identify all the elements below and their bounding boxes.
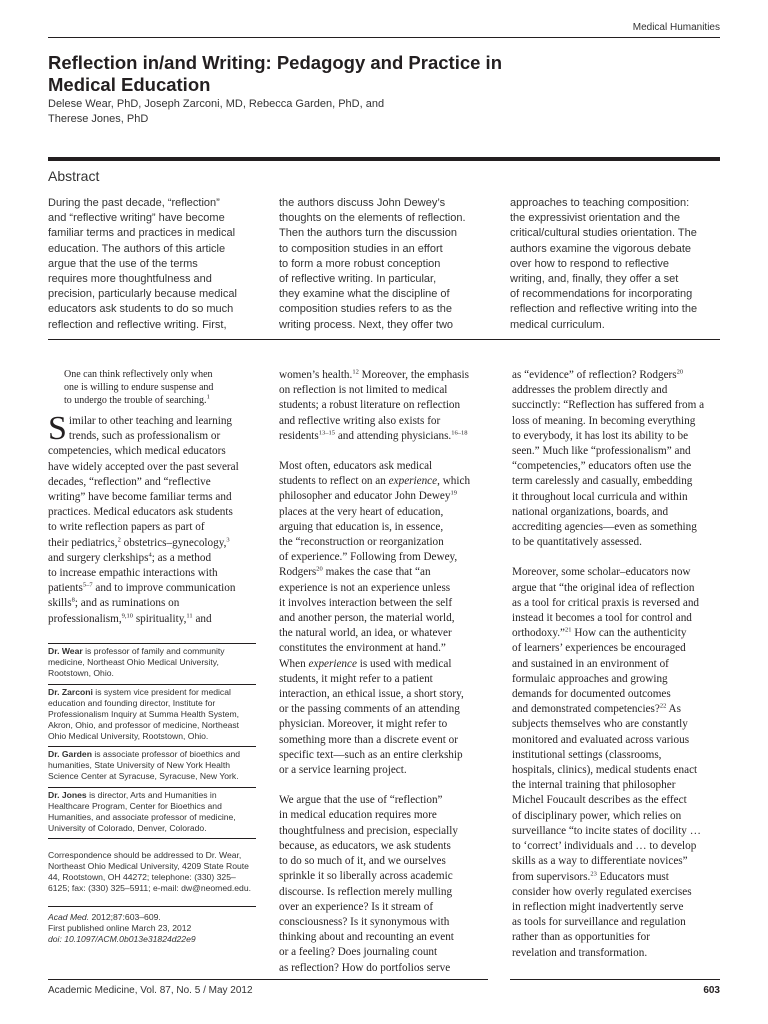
body-text: places at the very heart of education, arguing that education is, in essence, the “reconstruction or reorganization of experience.” Following from Dewey, Rodgers xyxy=(279,505,458,579)
dropcap: S xyxy=(48,410,67,447)
citation-ref[interactable]: 12 xyxy=(352,368,359,376)
citation-ref[interactable]: 20 xyxy=(676,368,684,376)
bio-text: is director, Arts and Humanities in Healthcare Program, Center for Bioethics and Humanities, and associate professor of medicine, University of Colorado, Denver, Colorado. xyxy=(48,790,236,833)
footer-rule xyxy=(48,979,488,980)
body-text: imilar to other teaching and learning trends, such as professionalism or competencies, which medical educators have widely accepted over the past several decades, “reflection” and “reflective writing” have become familiar terms and practices. Medical educators ask students to write reflection papers as part of their pediatrics, xyxy=(48,415,239,549)
citation-ref[interactable]: 5–7 xyxy=(82,581,93,589)
citation-ref[interactable]: 20 xyxy=(316,565,323,573)
abstract-top-rule xyxy=(48,157,720,161)
bio-text: is associate professor of bioethics and humanities, State University of New York Health Science Center at Syracuse, Syracuse, New York. xyxy=(48,749,241,781)
citation-block xyxy=(48,912,256,945)
bio-name: Dr. Zarconi xyxy=(48,687,93,697)
authors-line-1: Delese Wear, PhD, Joseph Zarconi, MD, Rebecca Garden, PhD, and xyxy=(48,98,385,110)
body-column-1 xyxy=(48,410,268,627)
body-text: addresses the problem directly and succinctly: “Reflection has suffered from a loss of meaning. In becoming everything to everybody, it has lost its ability to be seen.” Much like “professionalism” and “competencies,” educators often use the term carelessly and casually, embedding it throughout local curricula and within national organizations, boards, and accrediting agencies—even as something to be quantitatively assessed. xyxy=(512,384,705,549)
body-text: and attending physicians. xyxy=(335,429,452,442)
bio-name: Dr. Garden xyxy=(48,749,92,759)
author-list xyxy=(48,97,448,127)
citation-journal: Acad Med. xyxy=(48,912,90,922)
paragraph xyxy=(279,368,494,444)
correspondence: Correspondence should be addressed to Dr. Wear, Northeast Ohio Medical University, 4209 State Route 44, Rootstown, OH 44272; telephone: (330) 325–6125; fax: (330) 325–5911; e-mail: dw@neomed.edu. xyxy=(48,850,252,893)
bio-name: Dr. Jones xyxy=(48,790,87,800)
footer-journal: Academic Medicine, Vol. 87, No. 5 / May 2012 xyxy=(48,985,253,996)
body-text: ; as a method to increase empathic interactions with patients xyxy=(48,551,218,595)
body-text: Most often, educators ask medical students to reflect on an xyxy=(279,460,433,488)
bio-zarconi xyxy=(48,687,256,742)
citation-ref[interactable]: 9,10 xyxy=(121,611,134,619)
paragraph: We argue that the use of “reflection” in medical education requires more thoughtfulness and precision, especially because, as educators, we ask students to do so much of it, and we ourselves sprinkle it so liberally across academic discourse. Is reflection merely mulling over an experience? Is it stream of consciousness? Is it synonymous with thinking about and recounting an event or a feeling? Does journaling count as reflection? How do portfolios serve xyxy=(279,794,458,974)
citation-ref[interactable]: 8 xyxy=(71,596,75,604)
paragraph xyxy=(512,565,724,960)
body-text: How can the authenticity of learners’ experiences be encouraged and sustained in an environment of formulaic approaches and growing demands for documented outcomes and demonstrated competencies? xyxy=(512,627,687,716)
epigraph xyxy=(64,368,244,408)
body-text: is used with medical students, it might refer to a patient interaction, an ethical issue, a short story, or the passing comments of an attending physician. Moreover, it might refer to something more than a discrete event or specific text—such as an entire clerkship or a service learning project. xyxy=(279,657,464,777)
body-text: , which philosopher and educator John Dewey xyxy=(279,475,471,503)
emphasis: experience xyxy=(308,657,357,670)
citation-ref[interactable]: 22 xyxy=(659,702,667,710)
body-text: Educators must consider how overly regulated exercises in reflection might inadvertently serve as tools for surveillance and regulation rather than as opportunities for revelation and transformation. xyxy=(512,870,692,959)
citation-line xyxy=(48,912,256,923)
paragraph xyxy=(512,368,724,550)
abstract-column-2: the authors discuss John Dewey’s thoughts on the elements of reflection. Then the authors turn the discussion to composition studies in an effort to form a more robust conception of reflective writing. In particular, they examine what the discipline of composition studies refers to as the writing process. Next, they offer two xyxy=(279,197,466,331)
first-published: First published online March 23, 2012 xyxy=(48,923,192,933)
doi-link[interactable]: doi: 10.1097/ACM.0b013e31824d22e9 xyxy=(48,934,196,944)
paragraph xyxy=(279,459,494,778)
emphasis: experience xyxy=(388,475,438,488)
bio-garden xyxy=(48,749,256,782)
bio-rule xyxy=(48,643,256,644)
body-text: and surgery clerkships xyxy=(48,551,149,564)
article-title: Reflection in/and Writing: Pedagogy and Practice in Medical Education xyxy=(48,52,502,95)
section-label: Medical Humanities xyxy=(632,22,720,33)
citation-ref[interactable]: 2 xyxy=(117,535,121,543)
page-number: 603 xyxy=(703,985,720,996)
abstract-bottom-rule xyxy=(48,339,720,340)
epigraph-text: One can think reflectively only when one is willing to endure suspense and to undergo the trouble of searching. xyxy=(64,369,214,407)
bio-rule xyxy=(48,746,256,747)
bio-wear xyxy=(48,646,256,679)
epigraph-ref[interactable]: 1 xyxy=(206,394,210,402)
body-text: as “evidence” of reflection? Rodgers xyxy=(512,369,677,381)
bio-rule xyxy=(48,787,256,788)
body-text: ; and as ruminations on professionalism, xyxy=(48,597,180,625)
citation-ref[interactable]: 19 xyxy=(450,489,457,497)
bio-jones xyxy=(48,790,256,834)
abstract-column-3: approaches to teaching composition: the expressivist orientation and the critical/cultural studies orientation. The authors examine the vigorous debate over how to respond to reflective writing, and, finally, they offer a set of recommendations for incorporating reflection and reflective writing into the medical curriculum. xyxy=(510,197,698,331)
citation-ref[interactable]: 11 xyxy=(186,611,193,619)
bio-rule xyxy=(48,684,256,685)
citation-ref[interactable]: 3 xyxy=(226,535,230,543)
citation-ref[interactable]: 13–15 xyxy=(318,429,336,437)
bio-text: is professor of family and community medicine, Northeast Ohio Medical University, Rootstown, Ohio. xyxy=(48,646,225,678)
body-text: women’s health. xyxy=(279,369,353,381)
footer-rule xyxy=(510,979,720,980)
body-text: spirituality, xyxy=(133,612,187,625)
bio-rule xyxy=(48,906,256,907)
body-text: Moreover, some scholar–educators now argue that “the original idea of reflection as a tool for critical praxis is reversed and instead it becomes a tool for control and orthodoxy.” xyxy=(512,566,700,640)
body-text: makes the case that “an experience is not an experience unless it involves interaction between the self and another person, the material world, the natural world, an idea, or whatever constitutes the environment at hand.” When xyxy=(279,566,455,670)
citation-ref[interactable]: 4 xyxy=(148,551,152,559)
abstract-heading: Abstract xyxy=(48,168,100,184)
body-column-3 xyxy=(512,368,724,976)
top-rule xyxy=(48,37,720,38)
bio-name: Dr. Wear xyxy=(48,646,83,656)
body-text: Moreover, the emphasis on reflection is not limited to medical students; a robust literature on reflection and reflective writing also exists for residents xyxy=(279,369,469,442)
body-column-2 xyxy=(279,368,494,991)
body-text: and to improve communication skills xyxy=(48,582,236,610)
body-text: obstetrics–gynecology, xyxy=(120,536,227,549)
body-text: As subjects themselves who are constantly monitored and evaluated across various institutional settings (classrooms, hospitals, clinics), medical students enact the internal training that philosopher Michel Foucault describes as the effect of disciplinary power, which relies on surveillance “to incite states of docility … to ‘correct’ individuals and … to develop skills as a way to differentiate novices” from supervisors. xyxy=(512,703,701,883)
citation-ref[interactable]: 21 xyxy=(565,626,572,634)
citation-ref[interactable]: 23 xyxy=(590,869,597,877)
citation-ref[interactable]: 16–18 xyxy=(451,429,468,437)
citation-volume: 2012;87:603–609. xyxy=(89,912,161,922)
authors-line-2: Therese Jones, PhD xyxy=(48,113,149,125)
bio-rule xyxy=(48,838,256,839)
abstract-column-1: During the past decade, “reflection” and “reflective writing” have become familiar terms and practices in medical education. The authors of this article argue that the use of the terms requires more thoughtfulness and precision, particularly because medical educators ask students to do so much reflection and reflective writing. First, xyxy=(48,197,237,331)
body-text: and xyxy=(192,612,212,625)
bio-text: is system vice president for medical education and founding director, Institute for Professionalism Inquiry at Summa Health System, Akron, Ohio, and professor of medicine, Northeast Ohio Medical University, Rootstown, Ohio. xyxy=(48,687,240,741)
